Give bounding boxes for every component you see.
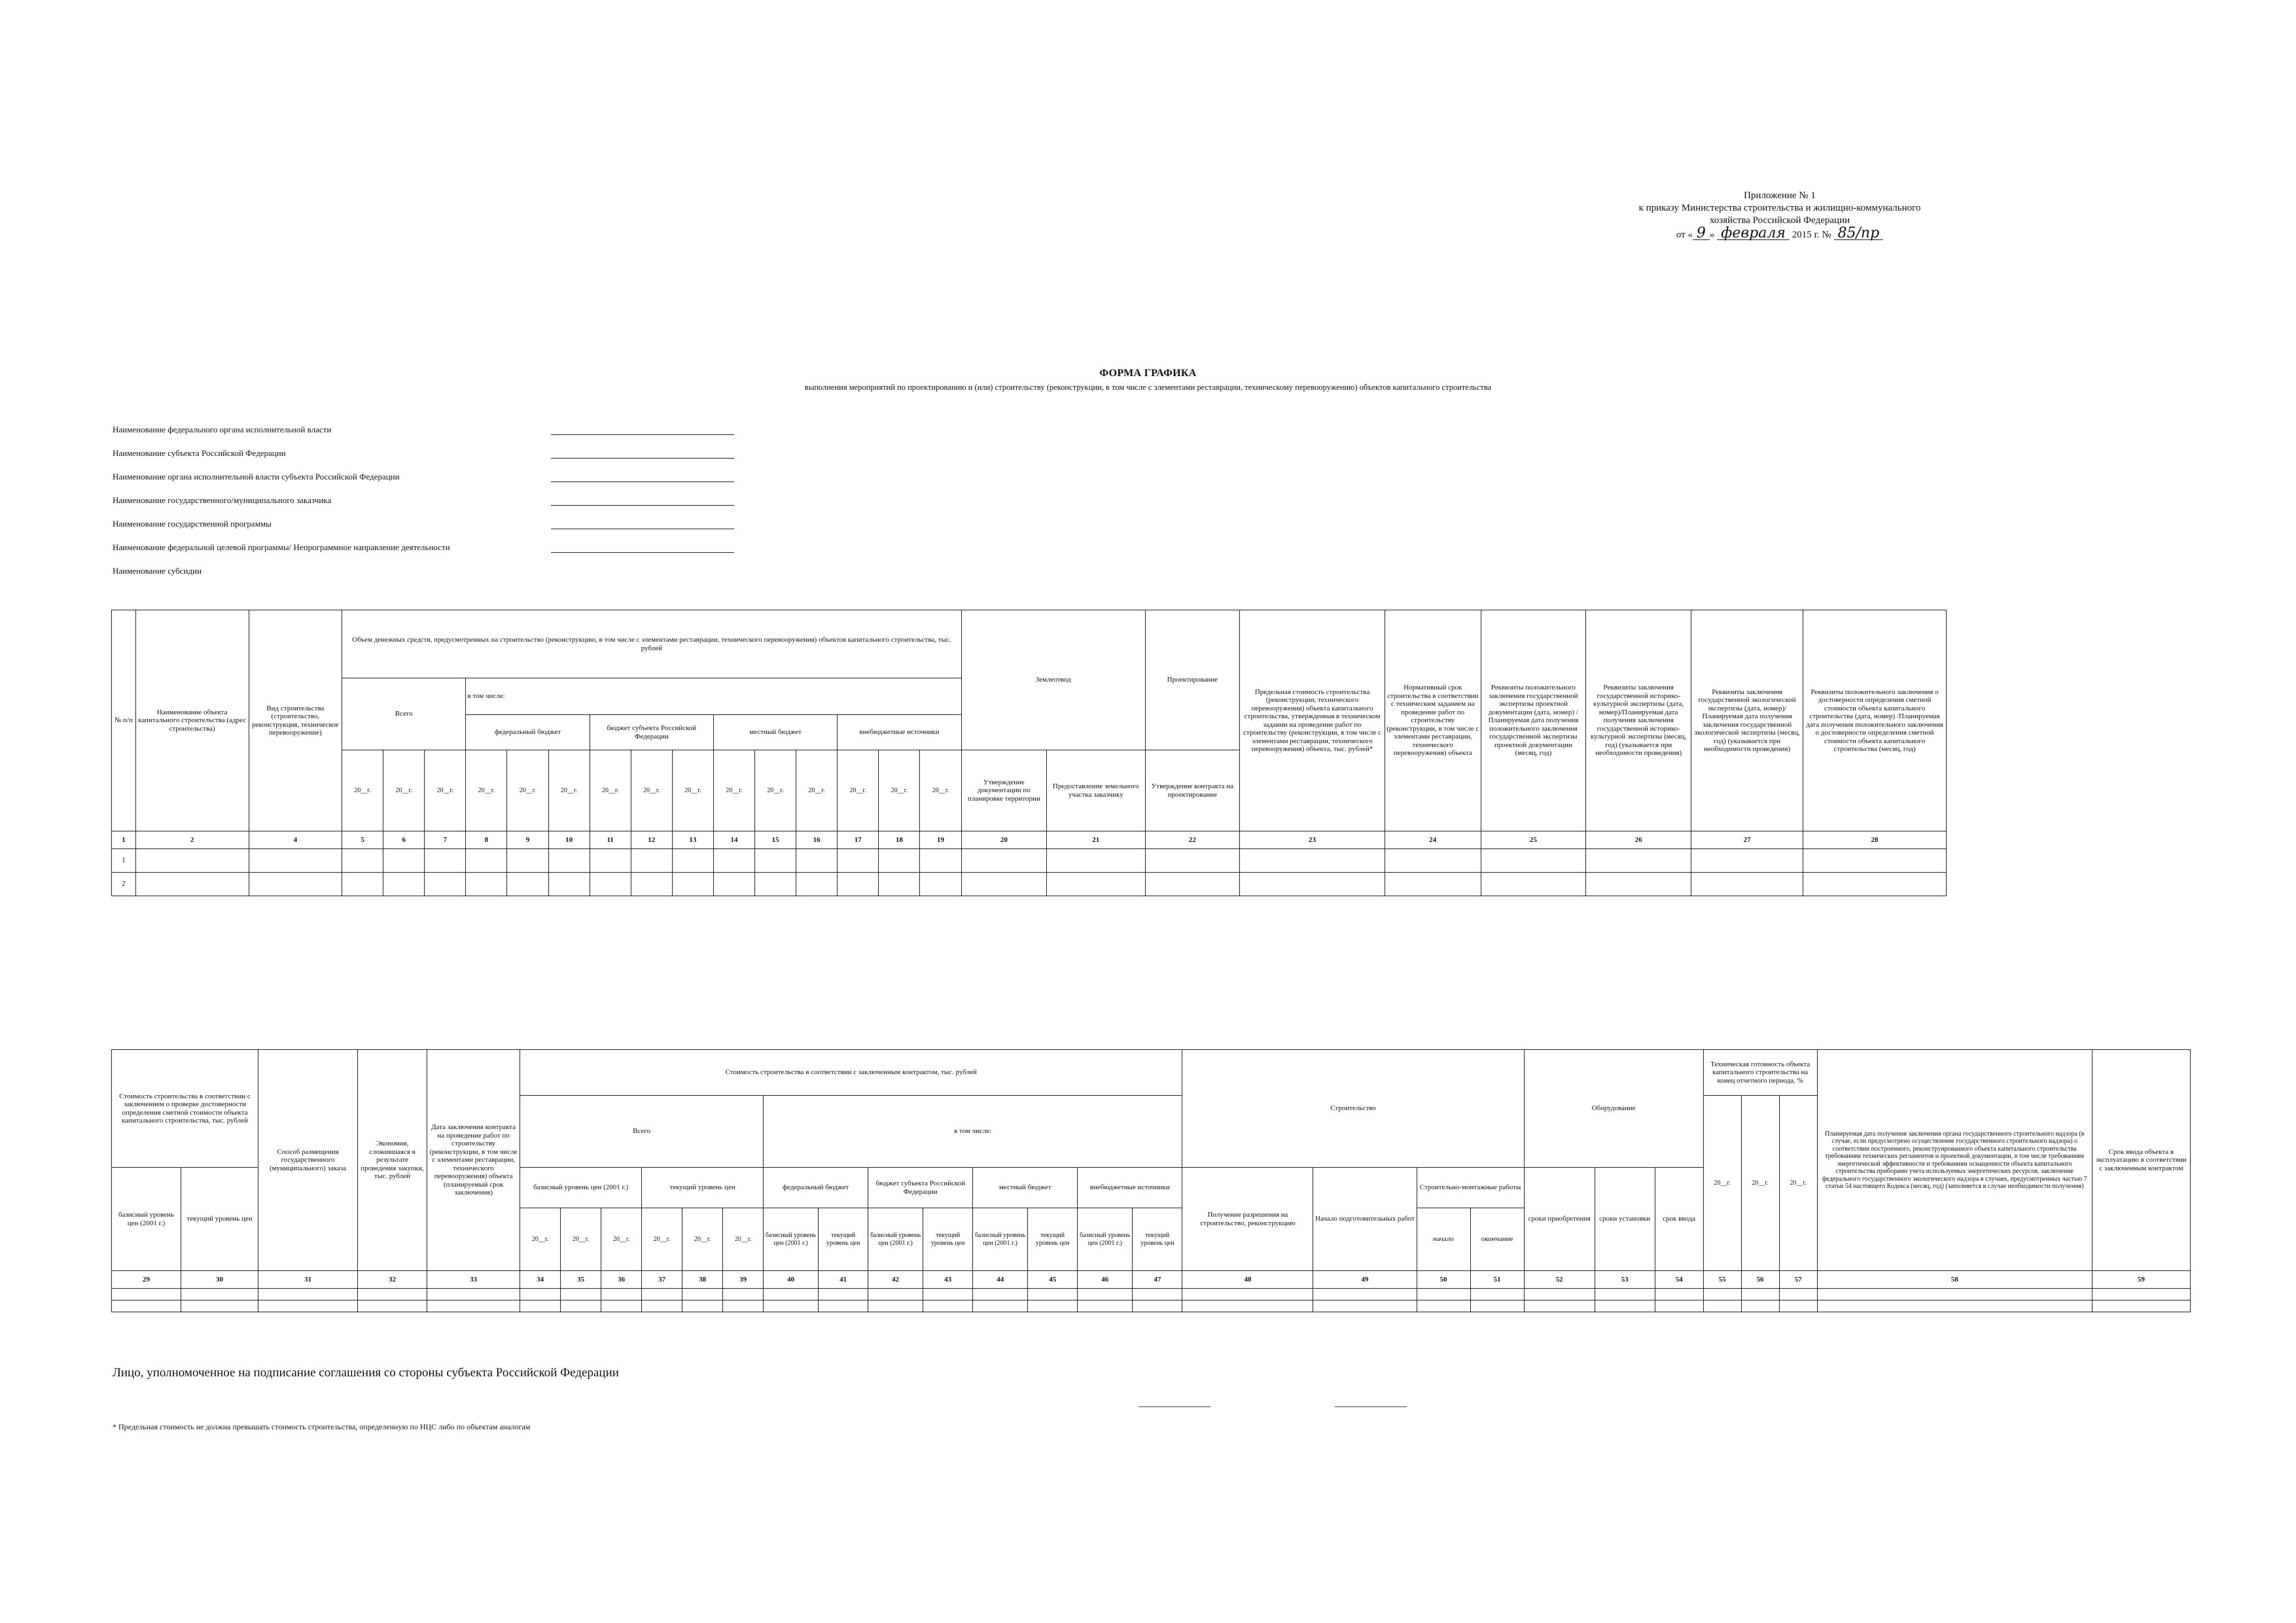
year-cell: 20__г. xyxy=(796,750,838,831)
cell[interactable] xyxy=(1803,849,1947,873)
header-base-short: базисный уровень цен (2001 г.) xyxy=(973,1208,1028,1271)
header-total: Всего xyxy=(342,678,466,750)
column-numbers-row xyxy=(112,1271,2191,1289)
cell[interactable] xyxy=(1779,1300,1817,1312)
col-num: 50 xyxy=(1417,1271,1470,1289)
col-num: 12 xyxy=(631,831,672,849)
col-num: 36 xyxy=(601,1271,642,1289)
header-smr: Строительно-монтажные работы xyxy=(1417,1168,1524,1208)
header-col-58: Планируемая дата получения заключения органа государственного строительного надзора (в случае, если предусмотрено осуществление государственного строительного надзора) о соответствии построенного, реконструированного объекта капитального строительства требованиям технических регламентов и проектной документации, в том числе требованиям энергетической эффективности и требованиям оснащенности объекта капитального строительства приборами учета используемых энергетических ресурсов, заключение федерального государственного экологического надзора в случаях, предусмотренных частью 7 статьи 54 настоящего Кодекса (месяц, год) (заполняется в случае необходимости получения) xyxy=(1817,1050,2092,1271)
col-num: 33 xyxy=(427,1271,520,1289)
year-cell: 20__г. xyxy=(631,750,672,831)
cell[interactable] xyxy=(520,1300,561,1312)
header-purchase: сроки приобретения xyxy=(1524,1168,1595,1271)
col-num: 5 xyxy=(342,831,383,849)
cell[interactable] xyxy=(1817,1289,2092,1300)
year-cell: 20__г. xyxy=(755,750,796,831)
col-num: 47 xyxy=(1133,1271,1182,1289)
field-blank[interactable] xyxy=(551,481,734,482)
field-label: Наименование государственной программы xyxy=(113,519,272,529)
cell[interactable] xyxy=(1182,1289,1313,1300)
col-num: 29 xyxy=(112,1271,181,1289)
year-cell: 20__г. xyxy=(879,750,920,831)
header-cur-short: текущий уровень цен xyxy=(1028,1208,1078,1271)
cell[interactable] xyxy=(1145,849,1240,873)
header-base-prices: базисный уровень цен (2001 г.) xyxy=(112,1168,181,1271)
field-blank[interactable] xyxy=(551,505,734,506)
col-num: 35 xyxy=(561,1271,601,1289)
schedule-table-2 xyxy=(111,1049,2191,1312)
cell[interactable] xyxy=(135,849,249,873)
cell[interactable] xyxy=(764,1300,819,1312)
cell[interactable] xyxy=(764,1289,819,1300)
approval-line-2: к приказу Министерства строительства и жилищно-коммунального xyxy=(1638,203,1921,213)
header-readiness: Техническая готовность объекта капитального строительства на конец отчетного периода, % xyxy=(1703,1050,1817,1096)
field-label: Наименование органа исполнительной власти субъекта Российской Федерации xyxy=(113,472,400,481)
cell[interactable] xyxy=(1524,1289,1595,1300)
cell[interactable] xyxy=(1703,1289,1741,1300)
table-row xyxy=(112,849,1947,873)
header-including: в том числе: xyxy=(764,1096,1182,1168)
cell[interactable] xyxy=(796,849,838,873)
header-construction: Строительство xyxy=(1182,1050,1524,1168)
col-num: 4 xyxy=(249,831,342,849)
year-cell: 20__г. xyxy=(1779,1096,1817,1271)
cell[interactable] xyxy=(425,873,466,896)
header-number: № п/п xyxy=(112,610,136,831)
header-subject-budget: бюджет субъекта Российской Федерации xyxy=(590,715,713,750)
header-col-24: Нормативный срок строительства в соответствии с техническим заданием на проведение работ по строительству (реконструкции, в том числе с элементами реставрации, технического перевооружения) объекта xyxy=(1385,610,1481,831)
cell[interactable] xyxy=(342,849,383,873)
col-num: 48 xyxy=(1182,1271,1313,1289)
header-base-short: базисный уровень цен (2001 г.) xyxy=(868,1208,923,1271)
col-num: 26 xyxy=(1586,831,1691,849)
cell[interactable] xyxy=(135,873,249,896)
cell[interactable] xyxy=(682,1300,723,1312)
cell[interactable] xyxy=(258,1289,358,1300)
cell[interactable] xyxy=(561,1289,601,1300)
cell[interactable] xyxy=(1586,873,1691,896)
year-cell: 20__г. xyxy=(383,750,425,831)
field-subject xyxy=(113,447,286,461)
header-extrabudget: внебюджетные источники xyxy=(1078,1168,1182,1208)
table-row xyxy=(112,873,1947,896)
cell[interactable] xyxy=(1703,1300,1741,1312)
cell[interactable] xyxy=(507,849,548,873)
cell[interactable] xyxy=(1133,1289,1182,1300)
col-num: 39 xyxy=(723,1271,764,1289)
cell[interactable] xyxy=(425,849,466,873)
field-subsidy xyxy=(113,565,202,578)
cell[interactable] xyxy=(590,873,631,896)
cell[interactable] xyxy=(466,873,507,896)
cell[interactable] xyxy=(548,873,590,896)
header-federal-budget: федеральный бюджет xyxy=(764,1168,868,1208)
cell[interactable] xyxy=(961,849,1046,873)
cell[interactable] xyxy=(590,849,631,873)
col-num: 10 xyxy=(548,831,590,849)
cell[interactable] xyxy=(920,873,961,896)
year-cell: 20__г. xyxy=(590,750,631,831)
col-num: 22 xyxy=(1145,831,1240,849)
col-num: 18 xyxy=(879,831,920,849)
header-land-planning: Утверждение документации по планировке территории xyxy=(961,750,1046,831)
cell[interactable] xyxy=(1595,1289,1655,1300)
approval-block xyxy=(1610,190,1950,241)
cell[interactable] xyxy=(1385,873,1481,896)
col-num: 57 xyxy=(1779,1271,1817,1289)
header-local-budget: местный бюджет xyxy=(713,715,837,750)
col-num: 51 xyxy=(1470,1271,1524,1289)
year-cell: 20__г. xyxy=(466,750,507,831)
cell[interactable] xyxy=(2092,1289,2190,1300)
col-num: 38 xyxy=(682,1271,723,1289)
year-cell: 20__г. xyxy=(838,750,879,831)
row-number: 1 xyxy=(112,849,136,873)
year-cell: 20__г. xyxy=(561,1208,601,1271)
field-label: Наименование федерального органа исполнительной власти xyxy=(113,425,332,434)
cell[interactable] xyxy=(672,849,713,873)
col-num: 45 xyxy=(1028,1271,1078,1289)
header-current-prices: текущий уровень цен xyxy=(181,1168,258,1271)
cell[interactable] xyxy=(1817,1300,2092,1312)
year-cell: 20__г. xyxy=(342,750,383,831)
col-num: 20 xyxy=(961,831,1046,849)
cell[interactable] xyxy=(879,849,920,873)
header-total: Всего xyxy=(520,1096,764,1168)
cell[interactable] xyxy=(1803,873,1947,896)
cell[interactable] xyxy=(112,1300,181,1312)
header-object-name: Наименование объекта капитального строительства (адрес строительства) xyxy=(135,610,249,831)
table-row xyxy=(112,1289,2191,1300)
cell[interactable] xyxy=(1741,1289,1779,1300)
approval-line-3: хозяйства Российской Федерации xyxy=(1709,215,1850,226)
cell[interactable] xyxy=(755,873,796,896)
cell[interactable] xyxy=(342,873,383,896)
header-base-short: базисный уровень цен (2001 г.) xyxy=(1078,1208,1133,1271)
year-cell: 20__г. xyxy=(723,1208,764,1271)
schedule-table-1 xyxy=(111,610,1947,896)
header-cur-short: текущий уровень цен xyxy=(819,1208,868,1271)
col-num: 23 xyxy=(1240,831,1385,849)
header-contract-cost: Стоимость строительства в соответствии с заключенным контрактом, тыс. рублей xyxy=(520,1050,1182,1096)
header-permit: Получение разрешения на строительство, реконструкцию xyxy=(1182,1168,1313,1271)
header-smr-end: окончание xyxy=(1470,1208,1524,1271)
cell[interactable] xyxy=(1182,1300,1313,1312)
cell[interactable] xyxy=(713,873,754,896)
header-local-budget: местный бюджет xyxy=(973,1168,1078,1208)
cell[interactable] xyxy=(631,849,672,873)
cell[interactable] xyxy=(258,1300,358,1312)
cell[interactable] xyxy=(601,1300,642,1312)
col-num: 40 xyxy=(764,1271,819,1289)
year-cell: 20__г. xyxy=(601,1208,642,1271)
field-label: Наименование субсидии xyxy=(113,566,202,576)
field-customer xyxy=(113,495,331,508)
cell[interactable] xyxy=(1691,849,1803,873)
cell[interactable] xyxy=(723,1289,764,1300)
header-cur-short: текущий уровень цен xyxy=(923,1208,973,1271)
year-cell: 20__г. xyxy=(713,750,754,831)
cell[interactable] xyxy=(1481,849,1586,873)
col-num: 42 xyxy=(868,1271,923,1289)
col-num: 9 xyxy=(507,831,548,849)
cell[interactable] xyxy=(819,1289,868,1300)
cell[interactable] xyxy=(383,873,425,896)
col-num: 52 xyxy=(1524,1271,1595,1289)
field-label: Наименование федеральной целевой программы/ Непрограммное направление деятельности xyxy=(113,542,450,552)
cell[interactable] xyxy=(1470,1289,1524,1300)
year-cell: 20__г. xyxy=(672,750,713,831)
header-extrabudget: внебюджетные источники xyxy=(838,715,961,750)
cell[interactable] xyxy=(723,1300,764,1312)
approval-line-1: Приложение № 1 xyxy=(1744,190,1816,201)
cell[interactable] xyxy=(1145,873,1240,896)
cell[interactable] xyxy=(2092,1300,2190,1312)
cell[interactable] xyxy=(1028,1289,1078,1300)
cell[interactable] xyxy=(1078,1289,1133,1300)
header-construction-kind: Вид строительства (строительство, реконструкция, техническое перевооружение) xyxy=(249,610,342,831)
year-cell: 20__г. xyxy=(507,750,548,831)
col-num: 59 xyxy=(2092,1271,2190,1289)
cell[interactable] xyxy=(358,1300,427,1312)
year-cell: 20__г. xyxy=(1703,1096,1741,1271)
col-num: 19 xyxy=(920,831,961,849)
field-blank[interactable] xyxy=(551,552,734,553)
cell[interactable] xyxy=(507,873,548,896)
signature-line xyxy=(1139,1406,1210,1407)
header-design: Проектирование xyxy=(1145,610,1240,750)
header-install: сроки установки xyxy=(1595,1168,1655,1271)
header-design-contract: Утверждение контракта на проектирование xyxy=(1145,750,1240,831)
year-cell: 20__г. xyxy=(642,1208,682,1271)
cell[interactable] xyxy=(181,1300,258,1312)
cell[interactable] xyxy=(961,873,1046,896)
table-row xyxy=(112,1300,2191,1312)
cell[interactable] xyxy=(427,1300,520,1312)
header-subject-budget: бюджет субъекта Российской Федерации xyxy=(868,1168,973,1208)
col-num: 56 xyxy=(1741,1271,1779,1289)
cell[interactable] xyxy=(1078,1300,1133,1312)
header-base-short: базисный уровень цен (2001 г.) xyxy=(764,1208,819,1271)
cell[interactable] xyxy=(1741,1300,1779,1312)
year-cell: 20__г. xyxy=(520,1208,561,1271)
cell[interactable] xyxy=(642,1289,682,1300)
col-num: 30 xyxy=(181,1271,258,1289)
col-num: 41 xyxy=(819,1271,868,1289)
cell[interactable] xyxy=(713,849,754,873)
header-col-28: Реквизиты положительного заключения о достоверности определения сметной стоимости объекта капитального строительства (дата, номер) /Планируемая дата получения положительного заключения о достоверности определения сметной стоимости объекта капитального строительства (месяц, год) xyxy=(1803,610,1947,831)
cell[interactable] xyxy=(682,1289,723,1300)
header-equipment: Оборудование xyxy=(1524,1050,1703,1168)
field-federal-body xyxy=(113,424,331,437)
approval-date xyxy=(1610,227,1950,241)
cell[interactable] xyxy=(868,1300,923,1312)
col-num: 11 xyxy=(590,831,631,849)
cell[interactable] xyxy=(1240,873,1385,896)
field-label: Наименование государственного/муниципального заказчика xyxy=(113,495,332,505)
header-col-25: Реквизиты положительного заключения государственной экспертизы проектной документации (дата, номер) /Планируемая дата получения положительного заключения государственной экспертизы проектной документации (месяц, год) xyxy=(1481,610,1586,831)
cell[interactable] xyxy=(1779,1289,1817,1300)
col-num: 34 xyxy=(520,1271,561,1289)
col-num: 1 xyxy=(112,831,136,849)
form-subtitle: выполнения мероприятий по проектированию и (или) строительству (реконструкции, в том числе с элементами реставрации, техническому перевооружению) объектов капитального строительства xyxy=(804,383,1492,392)
col-num: 46 xyxy=(1078,1271,1133,1289)
col-num: 53 xyxy=(1595,1271,1655,1289)
date-day: 9 xyxy=(1693,227,1710,240)
date-mid: » xyxy=(1709,230,1715,240)
col-num: 7 xyxy=(425,831,466,849)
col-num: 17 xyxy=(838,831,879,849)
col-num: 6 xyxy=(383,831,425,849)
cell[interactable] xyxy=(838,849,879,873)
cell[interactable] xyxy=(796,873,838,896)
cell[interactable] xyxy=(642,1300,682,1312)
header-col-27: Реквизиты заключения государственной экологической экспертизы (дата, номер)/Планируемая дата получения заключения государственной экологической экспертизы (месяц, год) (указывается при необходимости проведения) xyxy=(1691,610,1803,831)
col-num: 49 xyxy=(1313,1271,1417,1289)
col-num: 58 xyxy=(1817,1271,2092,1289)
cell[interactable] xyxy=(1524,1300,1595,1312)
year-cell: 20__г. xyxy=(1741,1096,1779,1271)
cell[interactable] xyxy=(112,1289,181,1300)
header-land: Землеотвод xyxy=(961,610,1145,750)
header-col-29: Стоимость строительства в соответствии с заключением о проверке достоверности определения сметной стоимости объекта капитального строительства, тыс. рублей xyxy=(112,1050,258,1168)
cell[interactable] xyxy=(1691,873,1803,896)
cell[interactable] xyxy=(249,849,342,873)
cell[interactable] xyxy=(249,873,342,896)
col-num: 31 xyxy=(258,1271,358,1289)
signature-line xyxy=(1335,1406,1407,1407)
cell[interactable] xyxy=(601,1289,642,1300)
field-blank[interactable] xyxy=(551,434,734,435)
cell[interactable] xyxy=(838,873,879,896)
col-num: 24 xyxy=(1385,831,1481,849)
column-numbers-row xyxy=(112,831,1947,849)
col-num: 2 xyxy=(135,831,249,849)
cell[interactable] xyxy=(631,873,672,896)
header-col-33: Дата заключения контракта на проведение работ по строительству (реконструкции, в том числе с элементами реставрации, технического перевооружения) объекта (планируемый срок заключения) xyxy=(427,1050,520,1271)
cell[interactable] xyxy=(1046,873,1145,896)
cell[interactable] xyxy=(1417,1289,1470,1300)
field-subject-body xyxy=(113,471,400,484)
cell[interactable] xyxy=(923,1289,973,1300)
cell[interactable] xyxy=(181,1289,258,1300)
cell[interactable] xyxy=(879,873,920,896)
cell[interactable] xyxy=(1470,1300,1524,1312)
cell[interactable] xyxy=(1655,1300,1703,1312)
cell[interactable] xyxy=(520,1289,561,1300)
col-num: 44 xyxy=(973,1271,1028,1289)
col-num: 8 xyxy=(466,831,507,849)
year-cell: 20__г. xyxy=(425,750,466,831)
footnote: * Предельная стоимость не должна превышать стоимость строительства, определенную по НЦС либо по объектам аналогам xyxy=(113,1422,531,1431)
col-num: 55 xyxy=(1703,1271,1741,1289)
cell[interactable] xyxy=(973,1300,1028,1312)
cell[interactable] xyxy=(1595,1300,1655,1312)
cell[interactable] xyxy=(923,1300,973,1312)
header-smr-start: начало xyxy=(1417,1208,1470,1271)
cell[interactable] xyxy=(1046,849,1145,873)
header-col-31: Способ размещения государственного (муниципального) заказа xyxy=(258,1050,358,1271)
col-num: 13 xyxy=(672,831,713,849)
col-num: 21 xyxy=(1046,831,1145,849)
cell[interactable] xyxy=(920,849,961,873)
cell[interactable] xyxy=(672,873,713,896)
cell[interactable] xyxy=(868,1289,923,1300)
col-num: 25 xyxy=(1481,831,1586,849)
cell[interactable] xyxy=(1481,873,1586,896)
cell[interactable] xyxy=(561,1300,601,1312)
cell[interactable] xyxy=(1028,1300,1078,1312)
cell[interactable] xyxy=(1417,1300,1470,1312)
year-cell: 20__г. xyxy=(682,1208,723,1271)
cell[interactable] xyxy=(1586,849,1691,873)
signer-label: Лицо, уполномоченное на подписание соглашения со стороны субъекта Российской Федерации xyxy=(113,1366,619,1380)
header-land-plot: Предоставление земельного участка заказчику xyxy=(1046,750,1145,831)
header-commission: срок ввода xyxy=(1655,1168,1703,1271)
date-month: февраля xyxy=(1717,227,1790,240)
cell[interactable] xyxy=(383,849,425,873)
field-blank[interactable] xyxy=(551,458,734,459)
field-state-program xyxy=(113,518,272,531)
header-prep-works: Начало подготовительных работ xyxy=(1313,1168,1417,1271)
cell[interactable] xyxy=(755,849,796,873)
row-number: 2 xyxy=(112,873,136,896)
date-prefix: от « xyxy=(1676,230,1693,240)
cell[interactable] xyxy=(358,1289,427,1300)
cell[interactable] xyxy=(1313,1289,1417,1300)
date-number: 85/пр xyxy=(1834,227,1884,240)
header-col-32: Экономия, сложившаяся в результате проведения закупки, тыс. рублей xyxy=(358,1050,427,1271)
col-num: 16 xyxy=(796,831,838,849)
header-federal-budget: федеральный бюджет xyxy=(466,715,590,750)
header-funding: Объем денежных средств, предусмотренных на строительство (реконструкцию, в том числе с элементами реставрации, технического перевооружения) объектов капитального строительства, тыс. рублей xyxy=(342,610,962,678)
cell[interactable] xyxy=(1655,1289,1703,1300)
field-target-program xyxy=(113,542,450,555)
col-num: 28 xyxy=(1803,831,1947,849)
col-num: 32 xyxy=(358,1271,427,1289)
year-cell: 20__г. xyxy=(548,750,590,831)
cell[interactable] xyxy=(466,849,507,873)
header-col-59: Срок ввода объекта в эксплуатацию в соответствии с заключенным контрактом xyxy=(2092,1050,2190,1271)
col-num: 43 xyxy=(923,1271,973,1289)
cell[interactable] xyxy=(1385,849,1481,873)
header-including: в том числе: xyxy=(466,678,961,715)
date-year: 2015 г. № xyxy=(1792,230,1831,240)
field-label: Наименование субъекта Российской Федерации xyxy=(113,448,286,458)
header-col-26: Реквизиты заключения государственной историко-культурной экспертизы (дата, номер)/Планируемая дата получения заключения государственной историко-культурной экспертизы (месяц, год) (указывается при необходимости проведения) xyxy=(1586,610,1691,831)
header-current-level: текущий уровень цен xyxy=(642,1168,764,1208)
col-num: 37 xyxy=(642,1271,682,1289)
cell[interactable] xyxy=(427,1289,520,1300)
col-num: 15 xyxy=(755,831,796,849)
col-num: 27 xyxy=(1691,831,1803,849)
header-col-23: Предельная стоимость строительства (реконструкции, технического перевооружения) объекта капитального строительства, утвержденная в техническом задании на проведение работ по строительству (реконструкции, в том числе с элементами реставрации, технического перевооружения) объекта, тыс. рублей* xyxy=(1240,610,1385,831)
cell[interactable] xyxy=(819,1300,868,1312)
cell[interactable] xyxy=(1240,849,1385,873)
header-base-level: базисный уровень цен (2001 г.) xyxy=(520,1168,642,1208)
form-title: ФОРМА ГРАФИКА xyxy=(1099,368,1197,379)
header-cur-short: текущий уровень цен xyxy=(1133,1208,1182,1271)
cell[interactable] xyxy=(548,849,590,873)
cell[interactable] xyxy=(973,1289,1028,1300)
col-num: 14 xyxy=(713,831,754,849)
col-num: 54 xyxy=(1655,1271,1703,1289)
cell[interactable] xyxy=(1133,1300,1182,1312)
year-cell: 20__г. xyxy=(920,750,961,831)
cell[interactable] xyxy=(1313,1300,1417,1312)
